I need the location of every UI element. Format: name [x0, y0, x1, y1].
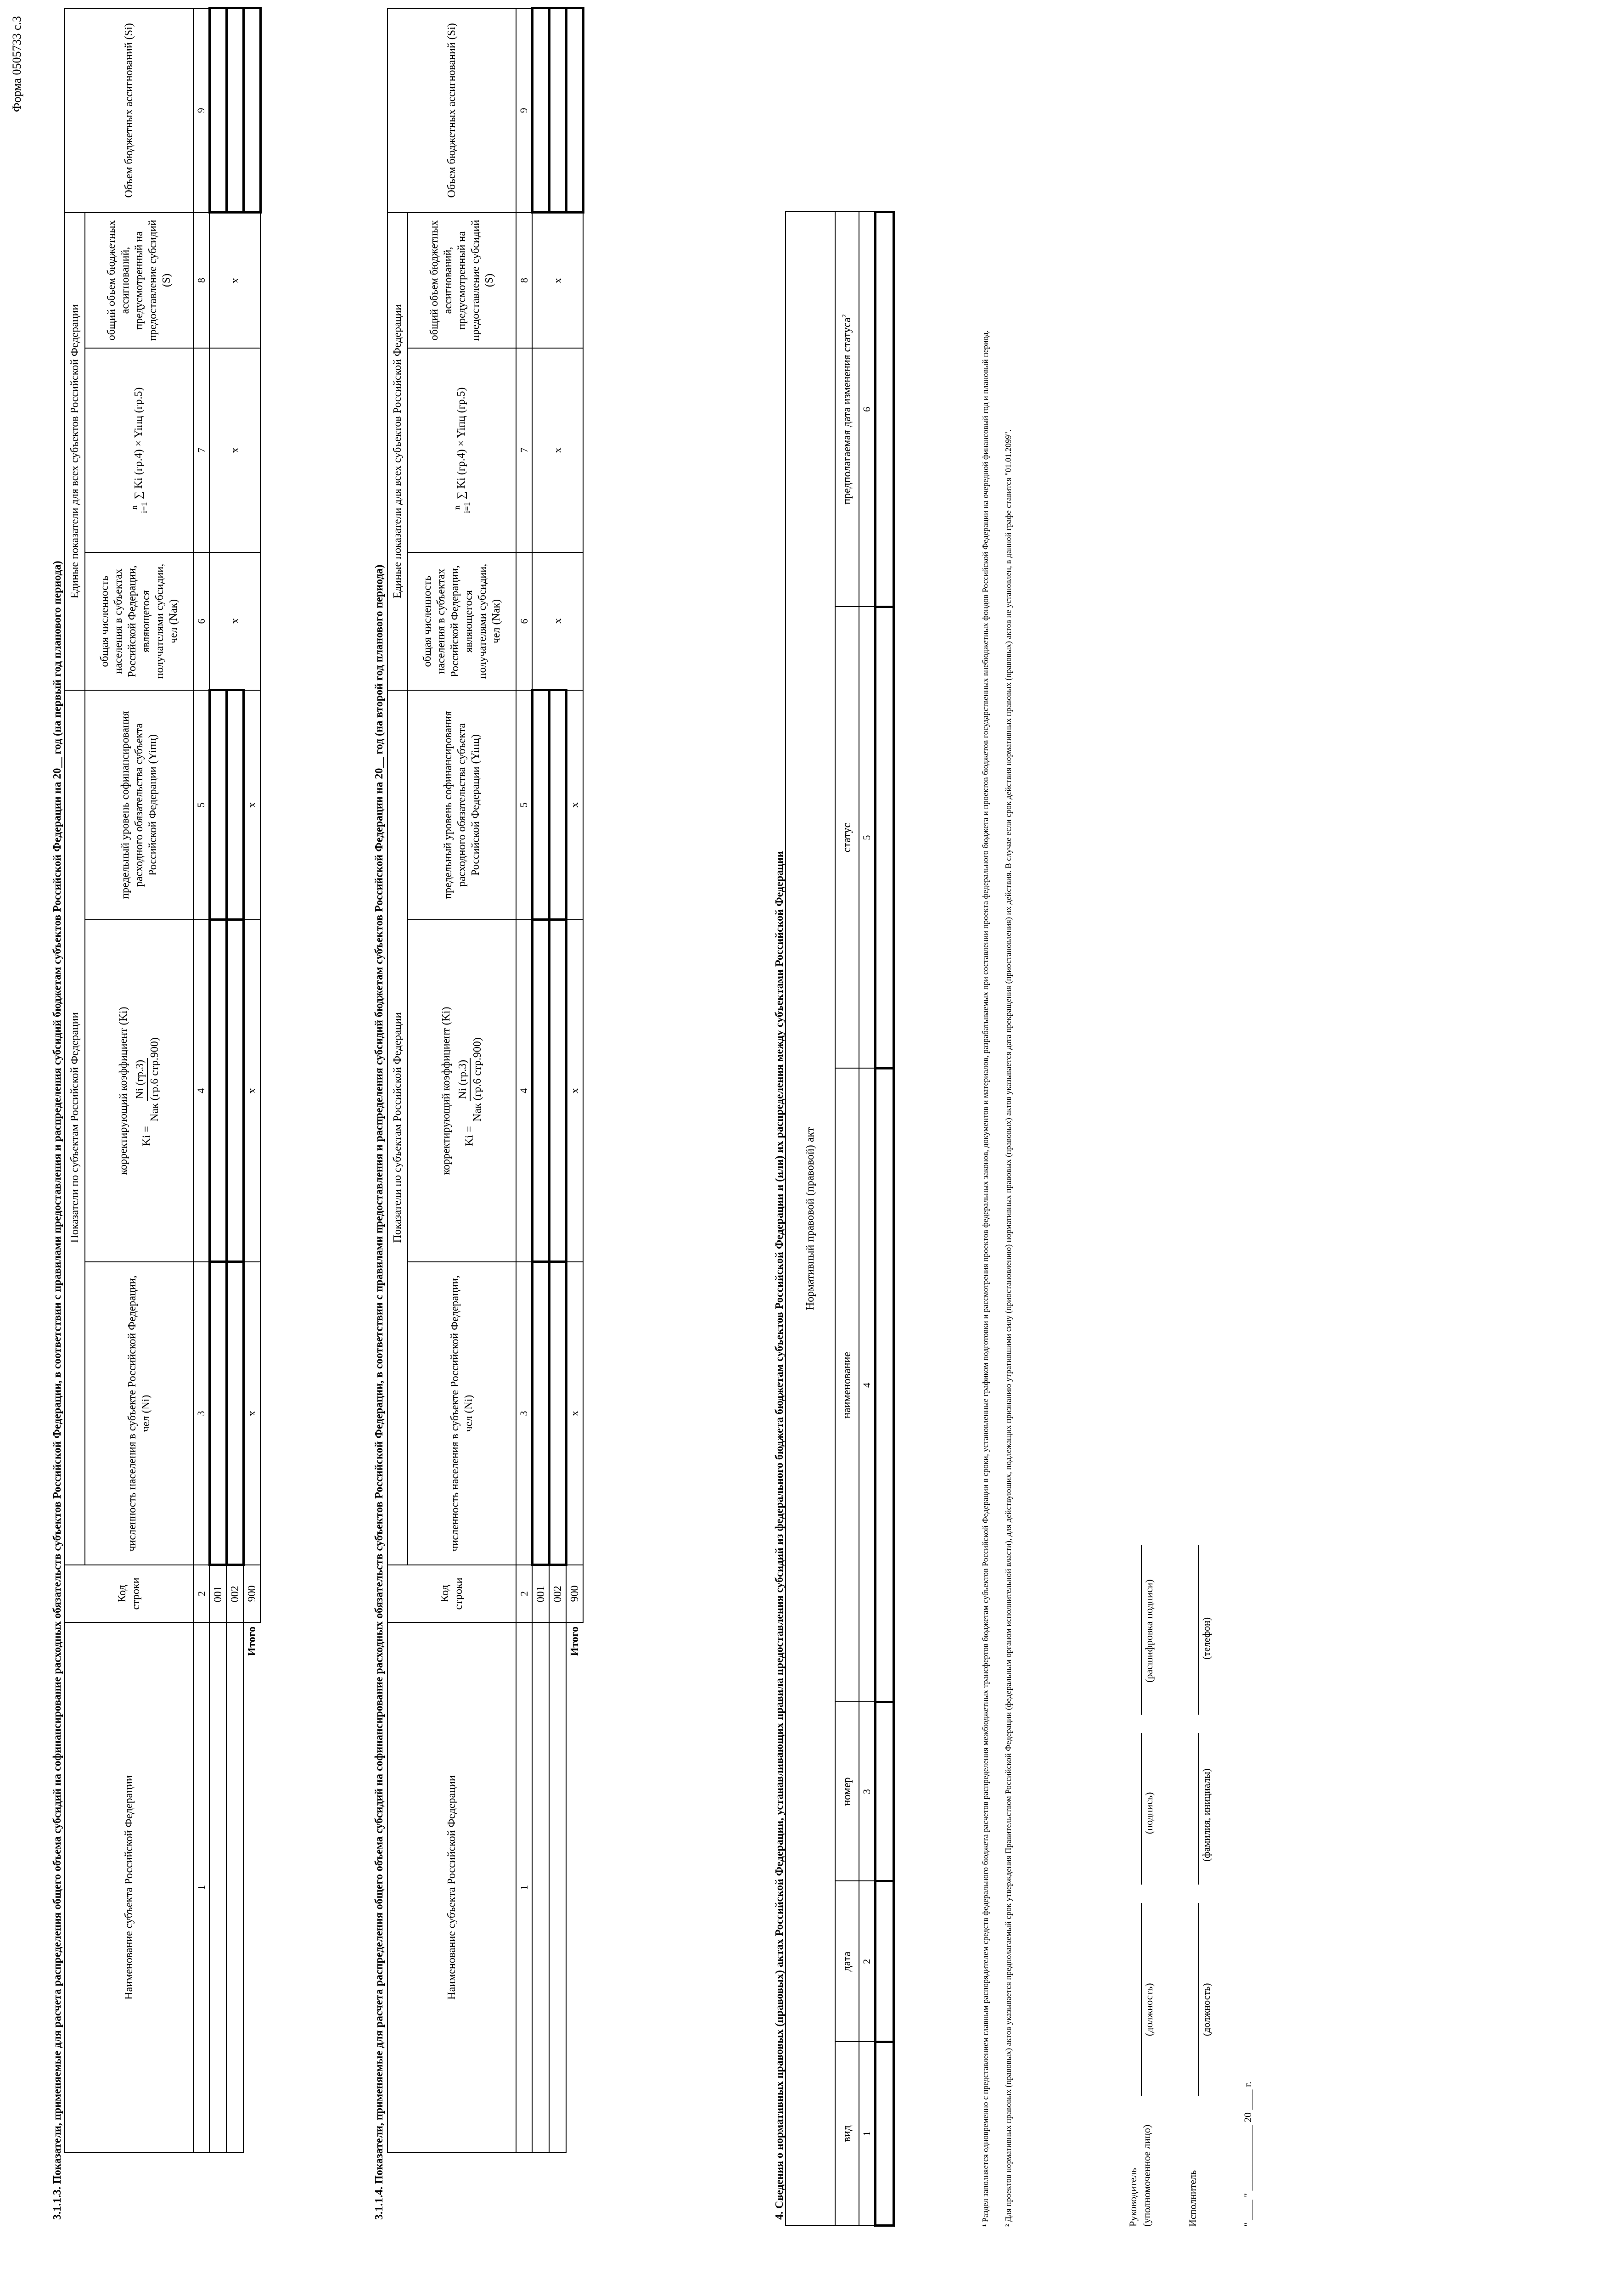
head-label: Руководитель	[1127, 2168, 1139, 2227]
num-9: 9	[516, 8, 532, 213]
npa-group-header: Нормативный правовой (правовой) акт	[786, 212, 835, 2225]
col-status-header: статус	[835, 607, 859, 1069]
cell-title[interactable]	[875, 1069, 893, 1702]
cell-total-population: x	[209, 552, 260, 690]
num-7: 7	[516, 348, 532, 552]
col-vid-header: вид	[835, 2042, 859, 2226]
cell-number[interactable]	[875, 1702, 893, 1881]
col4-title: корректирующий коэффициент (Ki)	[440, 1007, 452, 1175]
cell-population[interactable]	[532, 1262, 549, 1565]
cell-volume-si[interactable]	[209, 8, 226, 213]
col6-header: общая численность населения в субъектах Российской Федерации, являющегося получателями субсидии, чел (Nак)	[408, 552, 516, 690]
col-code-header: Код строки	[65, 1565, 193, 1622]
cell-sum-formula: x	[532, 348, 583, 552]
col-status-date-header: предполагаемая дата изменения статуса$^2$	[835, 212, 859, 607]
col4-formula	[456, 925, 484, 1257]
num-6: 6	[859, 212, 875, 607]
num-3: 3	[516, 1262, 532, 1565]
cell-volume-si[interactable]	[226, 8, 243, 213]
cell-status[interactable]	[875, 607, 893, 1069]
cell-volume-si[interactable]	[532, 8, 549, 213]
num-1: 1	[516, 1622, 532, 2153]
total-volume-si[interactable]	[566, 8, 583, 213]
footnote-2: ² Для проектов нормативных правовых (правовых) актов указывается предполагаемый срок утверждения Правительством Российской Федерации (федеральным органом исполнительной власти), для действующих, подлежащих признанию утратившими силу (приостановлению) нормативных правовых (правовых) актов указывается дата прекращения (приостановления) их действия. В случае если срок действия нормативных правовых (правовых) актов не установлен, в данной графе ставится "01.01.2099".	[1004, 429, 1013, 2227]
col5-header: предельный уровень софинансирования расходного обязательства субъекта Российской Федерации (Yiпц)	[85, 690, 193, 920]
total-coefficient: x	[566, 920, 583, 1262]
col3-header: численность населения в субъекте Российской Федерации, чел (Ni)	[408, 1262, 516, 1565]
cell-subject-name[interactable]	[532, 1622, 549, 2153]
executor-phone-line[interactable]	[1198, 1545, 1199, 1715]
col6-header: общая численность населения в субъектах Российской Федерации, являющегося получателями субсидии, чел (Nак)	[85, 552, 193, 690]
cell-code: 002	[226, 1565, 243, 1622]
num-3: 3	[193, 1262, 209, 1565]
cell-subject-name[interactable]	[226, 1622, 243, 2153]
num-9: 9	[193, 8, 209, 213]
total-volume-si[interactable]	[243, 8, 260, 213]
cell-code: 002	[549, 1565, 566, 1622]
section-313-heading: 3.1.1.3. Показатели, применяемые для расчета распределения общего объема субсидий на софинансирование расходных обязательств субъектов Российской Федерации, в соответствии с правилами предоставления и распределения субсидий бюджетам субъектов Российской Федерации на 20__ год (на первый год планового периода)	[51, 561, 63, 2220]
total-coefficient: x	[243, 920, 260, 1262]
col9-header: Объем бюджетных ассигнований (Si)	[65, 8, 193, 213]
cell-cofinancing-level[interactable]	[532, 690, 549, 920]
cell-total-population: x	[532, 552, 583, 690]
cell-subject-name[interactable]	[209, 1622, 226, 2153]
num-8: 8	[193, 213, 209, 348]
cell-population[interactable]	[209, 1262, 226, 1565]
group-all-header: Единые показатели для всех субъектов Российской Федерации	[65, 213, 85, 690]
total-population: x	[566, 1262, 583, 1565]
cell-code: 001	[532, 1565, 549, 1622]
head-signature-line[interactable]	[1141, 1733, 1142, 1885]
col4-header	[85, 920, 193, 1262]
head-decode-line[interactable]	[1141, 1545, 1142, 1715]
num-2: 2	[859, 1881, 875, 2042]
total-label: Итого	[246, 1626, 258, 1656]
footnote-1: ¹ Раздел заполняется одновременно с представлением главным распорядителем средств федерального бюджета расчетов распределения межбюджетных трансфертов бюджетам субъектов Российской Федерации в сроки, установленные графиком подготовки и рассмотрения проектов федеральных законов, документов и материалов, разрабатываемых при составлении проекта федерального бюджета и проектов бюджетов государственных внебюджетных фондов Российской Федерации на очередной финансовый год и плановый период.	[981, 330, 990, 2227]
num-1: 1	[859, 2042, 875, 2226]
cell-coefficient[interactable]	[209, 920, 226, 1262]
cell-cofinancing-level[interactable]	[549, 690, 566, 920]
col4-header	[408, 920, 516, 1262]
executor-name-line[interactable]	[1198, 1733, 1199, 1885]
cell-cofinancing-level[interactable]	[209, 690, 226, 920]
total-cofinancing-level: x	[566, 690, 583, 920]
head-sublabel: (уполномоченное лицо)	[1141, 2124, 1152, 2227]
col-date-header: дата	[835, 1881, 859, 2042]
cell-coefficient[interactable]	[226, 920, 243, 1262]
num-1: 1	[193, 1622, 209, 2153]
total-cofinancing-level: x	[243, 690, 260, 920]
col4-formula-den: Nак (гр.6 стр.900)	[472, 1037, 483, 1122]
total-code: 900	[243, 1565, 260, 1622]
cell-population[interactable]	[549, 1262, 566, 1565]
num-4: 4	[193, 920, 209, 1262]
cell-status-date[interactable]	[875, 212, 893, 607]
col3-header: численность населения в субъекте Российской Федерации, чел (Ni)	[85, 1262, 193, 1565]
num-5: 5	[859, 607, 875, 1069]
section-4-heading: 4. Сведения о нормативных правовых (правовых) актах Российской Федерации, устанавливающих правила предоставления субсидий из федерального бюджета бюджетам субъектов Российской Федерации и (или) их распределения между субъектами Российской Федерации	[774, 851, 786, 2220]
num-6: 6	[193, 552, 209, 690]
num-5: 5	[516, 690, 532, 920]
table-row	[875, 212, 893, 2225]
col-title-header: наименование	[835, 1069, 859, 1702]
col4-formula-den: Nак (гр.6 стр.900)	[149, 1037, 161, 1122]
col7-sum-bottom: i=1	[140, 502, 149, 513]
cell-cofinancing-level[interactable]	[226, 690, 243, 920]
executor-phone-caption: (телефон)	[1201, 1617, 1212, 1660]
cell-vid[interactable]	[875, 2042, 893, 2226]
col7-sum-bottom: i=1	[462, 502, 472, 513]
cell-total-volume: x	[209, 213, 260, 348]
col7-sum-top: n	[452, 505, 461, 510]
cell-volume-si[interactable]	[549, 8, 566, 213]
col5-header: предельный уровень софинансирования расходного обязательства субъекта Российской Федерации (Yiпц)	[408, 690, 516, 920]
num-4: 4	[516, 920, 532, 1262]
head-position-caption: (должность)	[1143, 1983, 1155, 2036]
cell-sum-formula: x	[209, 348, 260, 552]
executor-name-caption: (фамилия, инициалы)	[1201, 1768, 1212, 1862]
form-id: Форма 0505733 с.3	[10, 16, 23, 112]
num-5: 5	[193, 690, 209, 920]
head-decode-caption: (расшифровка подписи)	[1143, 1579, 1155, 1683]
date-line[interactable]: " ____ " _____________ 20 ____ г.	[1242, 2081, 1253, 2227]
num-4: 4	[859, 1069, 875, 1702]
group-subject-header: Показатели по субъектам Российской Федерации	[65, 690, 85, 1565]
executor-position-caption: (должность)	[1201, 1983, 1212, 2036]
cell-subject-name[interactable]	[549, 1622, 566, 2153]
col-code-header: Код строки	[387, 1565, 516, 1622]
col-name-header: Наименование субъекта Российской Федерации	[387, 1622, 516, 2153]
cell-date[interactable]	[875, 1881, 893, 2042]
col4-formula	[133, 925, 162, 1257]
table-313	[64, 7, 262, 2153]
num-2: 2	[516, 1565, 532, 1622]
cell-population[interactable]	[226, 1262, 243, 1565]
num-6: 6	[516, 552, 532, 690]
col4-formula-lhs: Ki =	[140, 1126, 153, 1146]
group-all-header: Единые показатели для всех субъектов Российской Федерации	[387, 213, 408, 690]
col4-title: корректирующий коэффициент (Ki)	[118, 1007, 129, 1175]
total-label: Итого	[569, 1626, 581, 1656]
col-name-header: Наименование субъекта Российской Федерации	[65, 1622, 193, 2153]
col7-sum-top: n	[129, 505, 139, 510]
table-row	[209, 8, 226, 2153]
executor-label: Исполнитель	[1187, 2170, 1198, 2227]
cell-coefficient[interactable]	[549, 920, 566, 1262]
table-row	[532, 8, 549, 2153]
col7-header	[85, 348, 193, 552]
executor-position-line[interactable]	[1198, 1903, 1199, 2096]
col7-formula: ∑ Ki (гр.4) × Yiпц (гр.5)	[132, 387, 145, 500]
head-position-line[interactable]	[1141, 1903, 1142, 2096]
cell-code: 001	[209, 1565, 226, 1622]
num-8: 8	[516, 213, 532, 348]
col7-header	[408, 348, 516, 552]
table-4	[785, 211, 895, 2227]
group-subject-header: Показатели по субъектам Российской Федерации	[387, 690, 408, 1565]
total-population: x	[243, 1262, 260, 1565]
section-314-heading: 3.1.1.4. Показатели, применяемые для расчета распределения общего объема субсидий на софинансирование расходных обязательств субъектов Российской Федерации, в соответствии с правилами предоставления и распределения субсидий бюджетам субъектов Российской Федерации на 20__ год (на второй год планового периода)	[373, 564, 385, 2220]
cell-coefficient[interactable]	[532, 920, 549, 1262]
total-code: 900	[566, 1565, 583, 1622]
col7-formula: ∑ Ki (гр.4) × Yiпц (гр.5)	[455, 387, 467, 500]
col8-header: общий объем бюджетных ассигнований, предусмотренный на предоставление субсидий (S)	[408, 213, 516, 348]
num-3: 3	[859, 1702, 875, 1881]
col-number-header: номер	[835, 1702, 859, 1881]
table-314	[387, 7, 584, 2153]
col4-formula-lhs: Ki =	[463, 1126, 476, 1146]
cell-total-volume: x	[532, 213, 583, 348]
num-7: 7	[193, 348, 209, 552]
col4-formula-num: Ni (гр.3)	[456, 1058, 471, 1101]
head-signature-caption: (подпись)	[1143, 1792, 1155, 1834]
col9-header: Объем бюджетных ассигнований (Si)	[387, 8, 516, 213]
num-2: 2	[193, 1565, 209, 1622]
col8-header: общий объем бюджетных ассигнований, предусмотренный на предоставление субсидий (S)	[85, 213, 193, 348]
col4-formula-num: Ni (гр.3)	[133, 1058, 148, 1101]
